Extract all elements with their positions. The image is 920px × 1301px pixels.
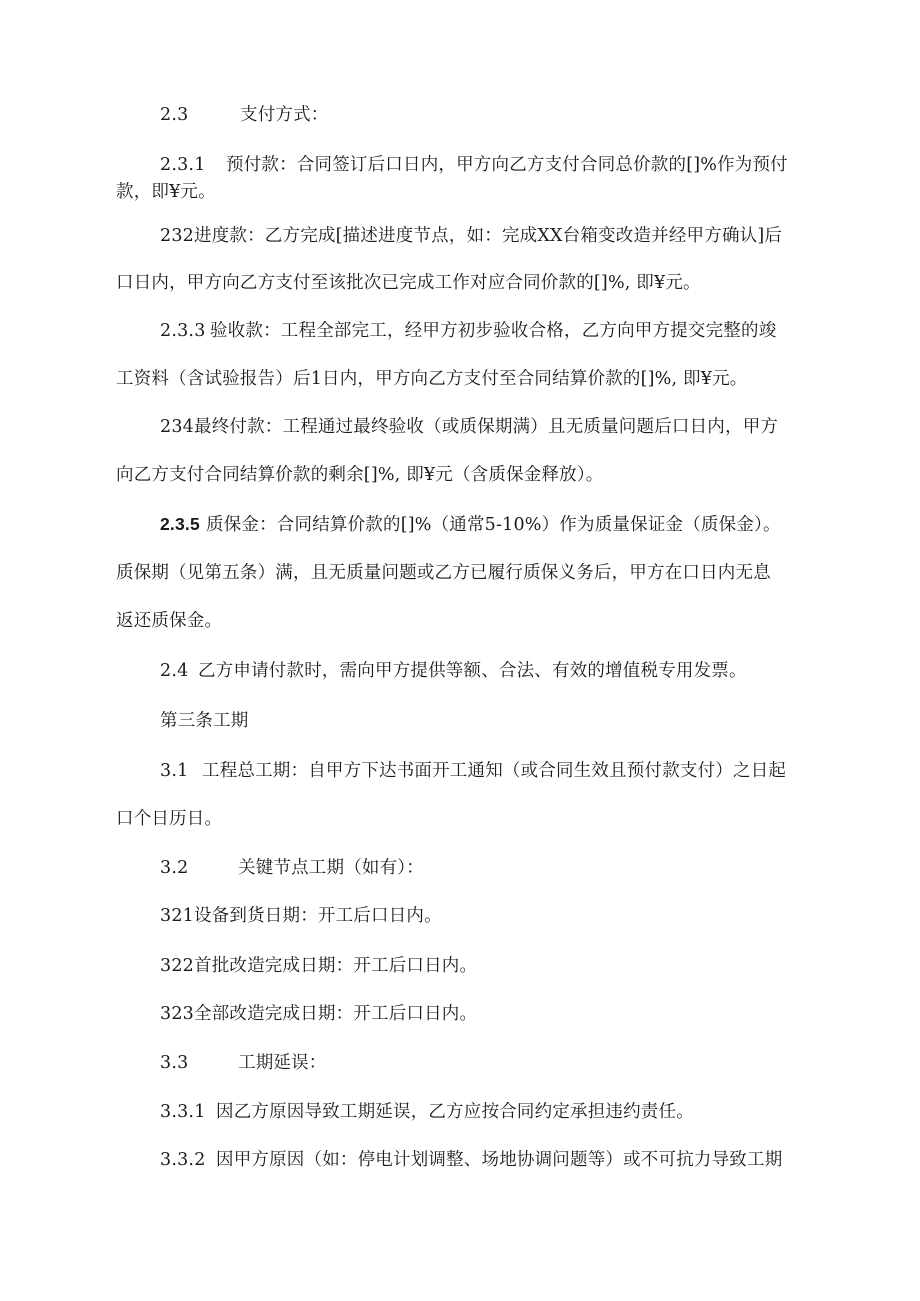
- clause-text: 工资料（含试验报告）后1日内，甲方向乙方支付至合同结算价款的[]%, 即¥元。: [116, 369, 748, 389]
- clause-2-3-3-line-1: [160, 320, 776, 342]
- clause-number: 2.3: [160, 105, 189, 125]
- clause-number: 3.3: [160, 1053, 189, 1073]
- clause-text: 因乙方原因导致工期延误，乙方应按合同约定承担违约责任。: [216, 1102, 694, 1122]
- clause-3-3: [160, 1052, 327, 1074]
- clause-2-3-5-line-2: [116, 562, 771, 584]
- clause-2-3-2-line-2: [116, 272, 701, 294]
- clause-3-2-1: [160, 905, 442, 927]
- clause-number: 2.3.5: [160, 514, 200, 534]
- clause-number: 3.1: [160, 761, 189, 781]
- clause-text: 预付款：合同签订后口日内，甲方向乙方支付合同总价款的[]%作为预付: [226, 155, 788, 175]
- clause-text: 验收款：工程全部完工，经甲方初步验收合格，乙方向甲方提交完整的竣: [210, 321, 777, 341]
- clause-text: 质保期（见第五条）满，且无质量问题或乙方已履行质保义务后，甲方在口日内无息: [116, 563, 771, 583]
- clause-3-2: [160, 857, 424, 879]
- clause-3-2-2: [160, 955, 477, 977]
- clause-2-4: [160, 660, 747, 682]
- clause-text: 返还质保金。: [116, 611, 223, 631]
- clause-3-1-line-1: [160, 760, 786, 782]
- clause-text: 321设备到货日期：开工后口日内。: [160, 906, 442, 926]
- article-3-heading: [160, 710, 249, 732]
- clause-number: 2.3.3: [160, 321, 206, 341]
- clause-3-3-1: [160, 1101, 694, 1123]
- clause-number: 3.3.2: [160, 1150, 206, 1170]
- clause-number: 3.2: [160, 858, 189, 878]
- clause-number: 2.3.1: [160, 155, 206, 175]
- clause-number: 2.4: [160, 661, 189, 681]
- clause-text: 工程总工期：自甲方下达书面开工通知（或合同生效且预付款支付）之日起: [202, 761, 787, 781]
- clause-text: 向乙方支付合同结算价款的剩余[]%, 即¥元（含质保金释放）。: [116, 465, 604, 485]
- clause-2-3: [160, 104, 329, 126]
- clause-text: 323全部改造完成日期：开工后口日内。: [160, 1004, 478, 1024]
- clause-text: 322首批改造完成日期：开工后口日内。: [160, 956, 478, 976]
- clause-text: 因甲方原因（如：停电计划调整、场地协调问题等）或不可抗力导致工期: [216, 1150, 783, 1170]
- clause-text: 232进度款：乙方完成[描述进度节点，如：完成XX台箱变改造并经甲方确认]后: [160, 226, 783, 246]
- clause-2-3-2-line-1: [160, 225, 782, 247]
- clause-2-3-4-line-1: [160, 416, 778, 438]
- clause-text: 口个日历日。: [116, 809, 223, 829]
- clause-3-2-3: [160, 1003, 477, 1025]
- clause-2-3-4-line-2: [116, 464, 604, 486]
- clause-number: 3.3.1: [160, 1102, 206, 1122]
- clause-2-3-5-line-3: [116, 610, 222, 632]
- clause-text: 234最终付款：工程通过最终验收（或质保期满）且无质量问题后口日内，甲方: [160, 417, 779, 437]
- clause-title: 关键节点工期（如有）：: [238, 858, 424, 878]
- article-title: 第三条工期: [160, 711, 249, 731]
- clause-title: 支付方式：: [240, 105, 329, 125]
- clause-title: 工期延误：: [238, 1053, 327, 1073]
- clause-text: 乙方申请付款时，需向甲方提供等额、合法、有效的增值税专用发票。: [198, 661, 747, 681]
- clause-3-3-2: [160, 1149, 782, 1171]
- clause-text: 口日内，甲方向乙方支付至该批次已完成工作对应合同价款的[]%, 即¥元。: [116, 273, 701, 293]
- clause-3-1-line-2: [116, 808, 222, 830]
- clause-2-3-3-line-2: [116, 368, 747, 390]
- clause-text: 款，即¥元。: [116, 182, 216, 202]
- clause-2-3-1-line-2: [116, 181, 216, 203]
- clause-text: 质保金：合同结算价款的[]%（通常5-10%）作为质量保证金（质保金）。: [206, 515, 781, 535]
- clause-2-3-5-line-1: [160, 513, 781, 536]
- clause-2-3-1-line-1: [160, 154, 788, 176]
